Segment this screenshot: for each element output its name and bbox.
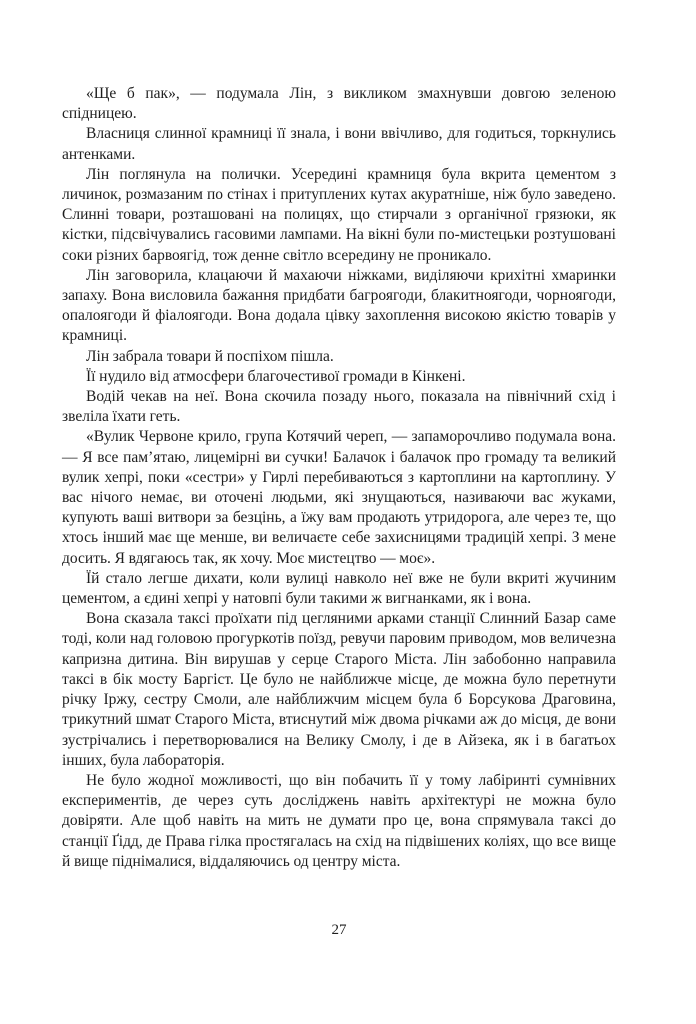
paragraph: Водій чекав на неї. Вона скочила позаду нього, показала на північний схід і звеліла їхати геть. bbox=[62, 388, 616, 426]
paragraph: Вона сказала таксі проїхати під цегляними арками станції Слинний Базар саме тоді, коли над головою прогуркотів поїзд, ревучи паровим приводом, мов величезна капризна дитина. Він вирушав у серце Старого Міста. Лін забобонно направила таксі в бік мосту Баргіст. Це було не найближче місце, де можна було перетнути річку Іржу, сестру Смоли, але найближчим місцем була б Борсукова Драговина, трикутний шмат Старого Міста, втиснутий між двома річками аж до місця, де вони зустрічались і перетворювалися на Велику Смолу, і де в Айзека, як і в багатьох інших, була лабораторія. bbox=[62, 610, 616, 769]
paragraph: Власниця слинної крамниці її знала, і вони ввічливо, для годиться, торкнулись антенками. bbox=[62, 125, 616, 163]
paragraph: Лін забрала товари й поспіхом пішла. bbox=[86, 347, 334, 365]
page-number: 27 bbox=[331, 922, 347, 938]
paragraph: Не було жодної можливості, що він побачить її у тому лабіринті сумнівних експериментів, де через суть досліджень навіть архітектурі не можна було довіряти. Але щоб навіть на мить не думати про це, вона спрямувала таксі до станції Ґідд, де Права гілка простягалась на схід на підвішених коліях, що все вище й вище піднімалися, віддаляючись од центру міста. bbox=[62, 771, 616, 870]
paragraph: Їй стало легше дихати, коли вулиці навколо неї вже не були вкриті жучиним цементом, а єдині хепрі у натовпі були такими ж вигнанками, як і вона. bbox=[62, 569, 616, 608]
paragraph: Лін заговорила, клацаючи й махаючи ніжками, виділяючи крихітні хмаринки запаху. Вона висловила бажання придбати багроягоди, блакитноягоди, чорноягоди, опалоягоди й фіалоягоди. Вона додала цівку захоплення високою якістю товарів у крамниці. bbox=[62, 266, 616, 345]
page-text bbox=[62, 84, 616, 872]
paragraph: «Вулик Червоне крило, група Котячий череп, — запаморочливо подумала вона. — Я все пам’ятаю, лицемірні ви сучки! Балачок і балачок про громаду та великий вулик хепрі, поки «сестри» у Гирлі перебиваються з картоплини на картоплину. У вас нічого немає, ви оточені людьми, які знущаються, називаючи вас жуками, купують ваші витвори за безцінь, а їжу вам продають утридорога, але через те, що хтось інший має ще менше, ви величаєте себе захисницями традицій хепрі. З мене досить. Я вдягаюсь так, як хочу. Моє мистецтво — моє». bbox=[62, 428, 616, 567]
paragraph: Її нудило від атмосфери благочестивої громади в Кінкені. bbox=[86, 367, 466, 385]
paragraph: «Ще б пак», — подумала Лін, з викликом змахнувши довгою зеленою спідницею. bbox=[62, 85, 616, 123]
paragraph: Лін поглянула на полички. Усередині крамниця була вкрита цементом з личинок, розмазаним по стінах і притуплених кутах акуратніше, ніж було заведено. Слинні товари, розташовані на полицях, що стирчали з органічної грязюки, як кістки, підсвічувались гасовими лампами. На вікні були по-мистецьки розтушовані соки різних барвоягід, тож денне світло всередину не проникало. bbox=[62, 165, 616, 264]
